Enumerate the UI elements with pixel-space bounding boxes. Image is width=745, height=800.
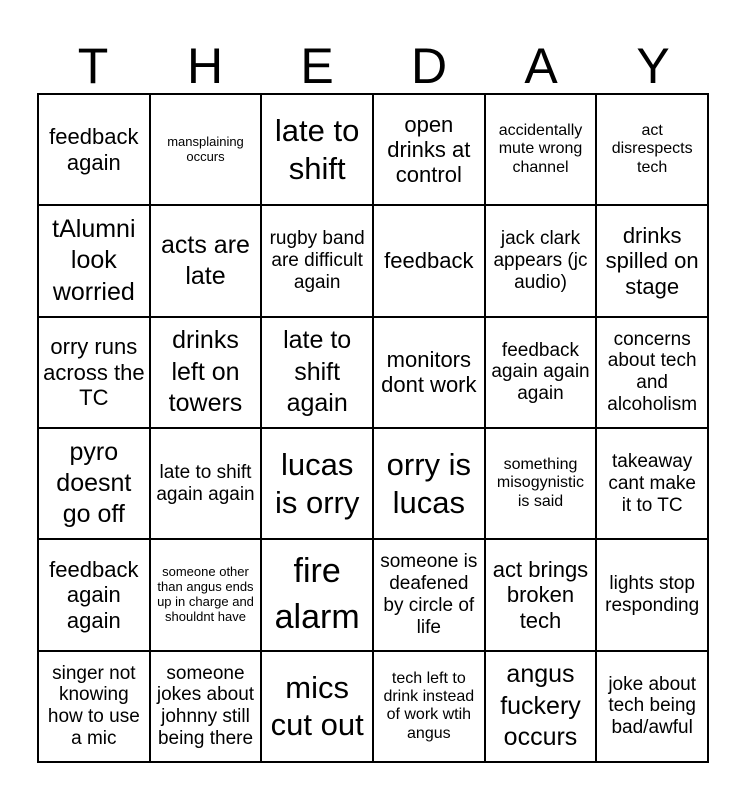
bingo-cell: feedback again <box>38 94 150 205</box>
bingo-cell: lights stop responding <box>596 539 708 650</box>
bingo-cell: drinks left on towers <box>150 317 262 428</box>
bingo-cell: feedback <box>373 205 485 316</box>
bingo-cell: accidentally mute wrong channel <box>485 94 597 205</box>
bingo-cell: joke about tech being bad/awful <box>596 651 708 762</box>
bingo-cell: tech left to drink instead of work wtih angus <box>373 651 485 762</box>
bingo-cell: tAlumni look worried <box>38 205 150 316</box>
header-letter-y: Y <box>636 38 670 94</box>
bingo-cell: act brings broken tech <box>485 539 597 650</box>
bingo-cell: rugby band are difficult again <box>261 205 373 316</box>
bingo-cell: takeaway cant make it to TC <box>596 428 708 539</box>
bingo-cell: something misogynistic is said <box>485 428 597 539</box>
bingo-cell: orry is lucas <box>373 428 485 539</box>
bingo-cell: someone other than angus ends up in charge and shouldnt have <box>150 539 262 650</box>
header-letter-a: A <box>524 38 558 94</box>
bingo-cell: jack clark appears (jc audio) <box>485 205 597 316</box>
bingo-cell: angus fuckery occurs <box>485 651 597 762</box>
bingo-cell: pyro doesnt go off <box>38 428 150 539</box>
bingo-cell: act disrespects tech <box>596 94 708 205</box>
bingo-cell: someone jokes about johnny still being there <box>150 651 262 762</box>
bingo-cell: late to shift again again <box>150 428 262 539</box>
bingo-cell: monitors dont work <box>373 317 485 428</box>
header-letter-h: H <box>186 38 224 94</box>
bingo-grid <box>37 93 709 763</box>
bingo-cell: late to shift <box>261 94 373 205</box>
bingo-cell: acts are late <box>150 205 262 316</box>
bingo-cell: lucas is orry <box>261 428 373 539</box>
header-letter-d: D <box>410 38 448 94</box>
bingo-cell: singer not knowing how to use a mic <box>38 651 150 762</box>
bingo-cell: concerns about tech and alcoholism <box>596 317 708 428</box>
bingo-cell: drinks spilled on stage <box>596 205 708 316</box>
header-letter-t: T <box>77 38 109 94</box>
bingo-cell: feedback again again <box>38 539 150 650</box>
bingo-cell: fire alarm <box>261 539 373 650</box>
bingo-cell: late to shift again <box>261 317 373 428</box>
bingo-cell: someone is deafened by circle of life <box>373 539 485 650</box>
bingo-cell: mics cut out <box>261 651 373 762</box>
header-letter-e: E <box>300 38 334 94</box>
bingo-cell: orry runs across the TC <box>38 317 150 428</box>
bingo-cell: mansplaining occurs <box>150 94 262 205</box>
bingo-header <box>37 38 709 94</box>
bingo-cell: open drinks at control <box>373 94 485 205</box>
bingo-cell: feedback again again again <box>485 317 597 428</box>
